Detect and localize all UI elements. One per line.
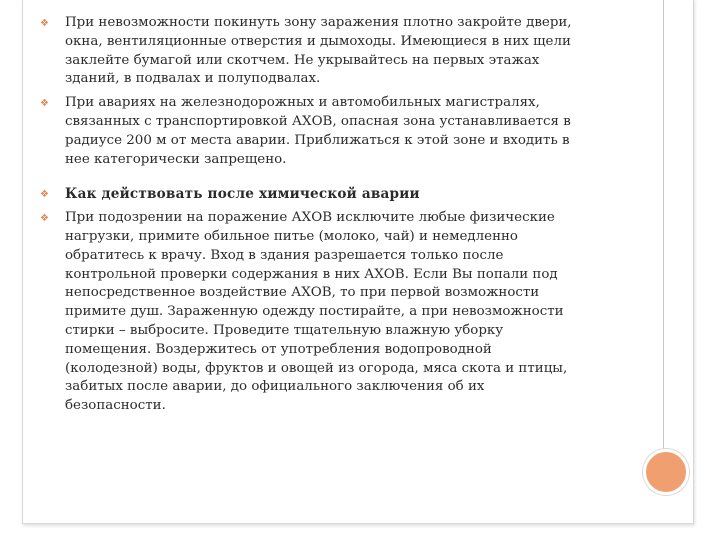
bullet-text-transport-accident: При авариях на железнодорожных и автомобильных магистралях, связанных с транспортировкой АХОВ, опасная зона устанавливается в радиусе 200 м от места аварии. Приближаться к этой зоне и входить в нее категорически запрещено. — [65, 95, 571, 167]
decorative-circle — [643, 449, 689, 495]
bullet-item-shelter — [40, 14, 630, 89]
diamond-bullet-icon: ❖ — [40, 213, 49, 225]
bullet-item-heading — [40, 185, 630, 204]
section-heading: Как действовать после химической аварии — [65, 186, 420, 203]
bullet-item-after-accident — [40, 209, 630, 416]
diamond-bullet-icon: ❖ — [40, 98, 49, 110]
slide-content — [40, 14, 630, 416]
diamond-bullet-icon: ❖ — [40, 18, 49, 29]
bullet-text-after-accident: При подозрении на поражение АХОВ исключите любые физические нагрузки, примите обильное питье (молоко, чай) и немедленно обратитесь к врачу. Вход в здания разрешается только после контрольной проверки содержания в них АХОВ. Если Вы попали под непосредственное воздействие АХОВ, то при первой возможности примите душ. Зараженную одежду постирайте, а при невозможности стирки – выбросите. Проведите тщательную влажную уборку помещения. Воздержитесь от употребления водопроводной (колодезной) воды, фруктов и овощей из огорода, мяса скота и птицы, забитых после аварии, до официального заключения об их безопасности. — [65, 210, 568, 414]
bullet-item-transport-accident — [40, 94, 630, 169]
diamond-bullet-icon: ❖ — [40, 189, 49, 201]
accent-line — [663, 0, 664, 450]
bullet-text-shelter: При невозможности покинуть зону заражения плотно закройте двери, окна, вентиляционные отверстия и дымоходы. Имеющиеся в них щели заклейте бумагой или скотчем. Не укрывайтесь на первых этажах зданий, в подвалах и полуподвалах. — [65, 15, 572, 87]
